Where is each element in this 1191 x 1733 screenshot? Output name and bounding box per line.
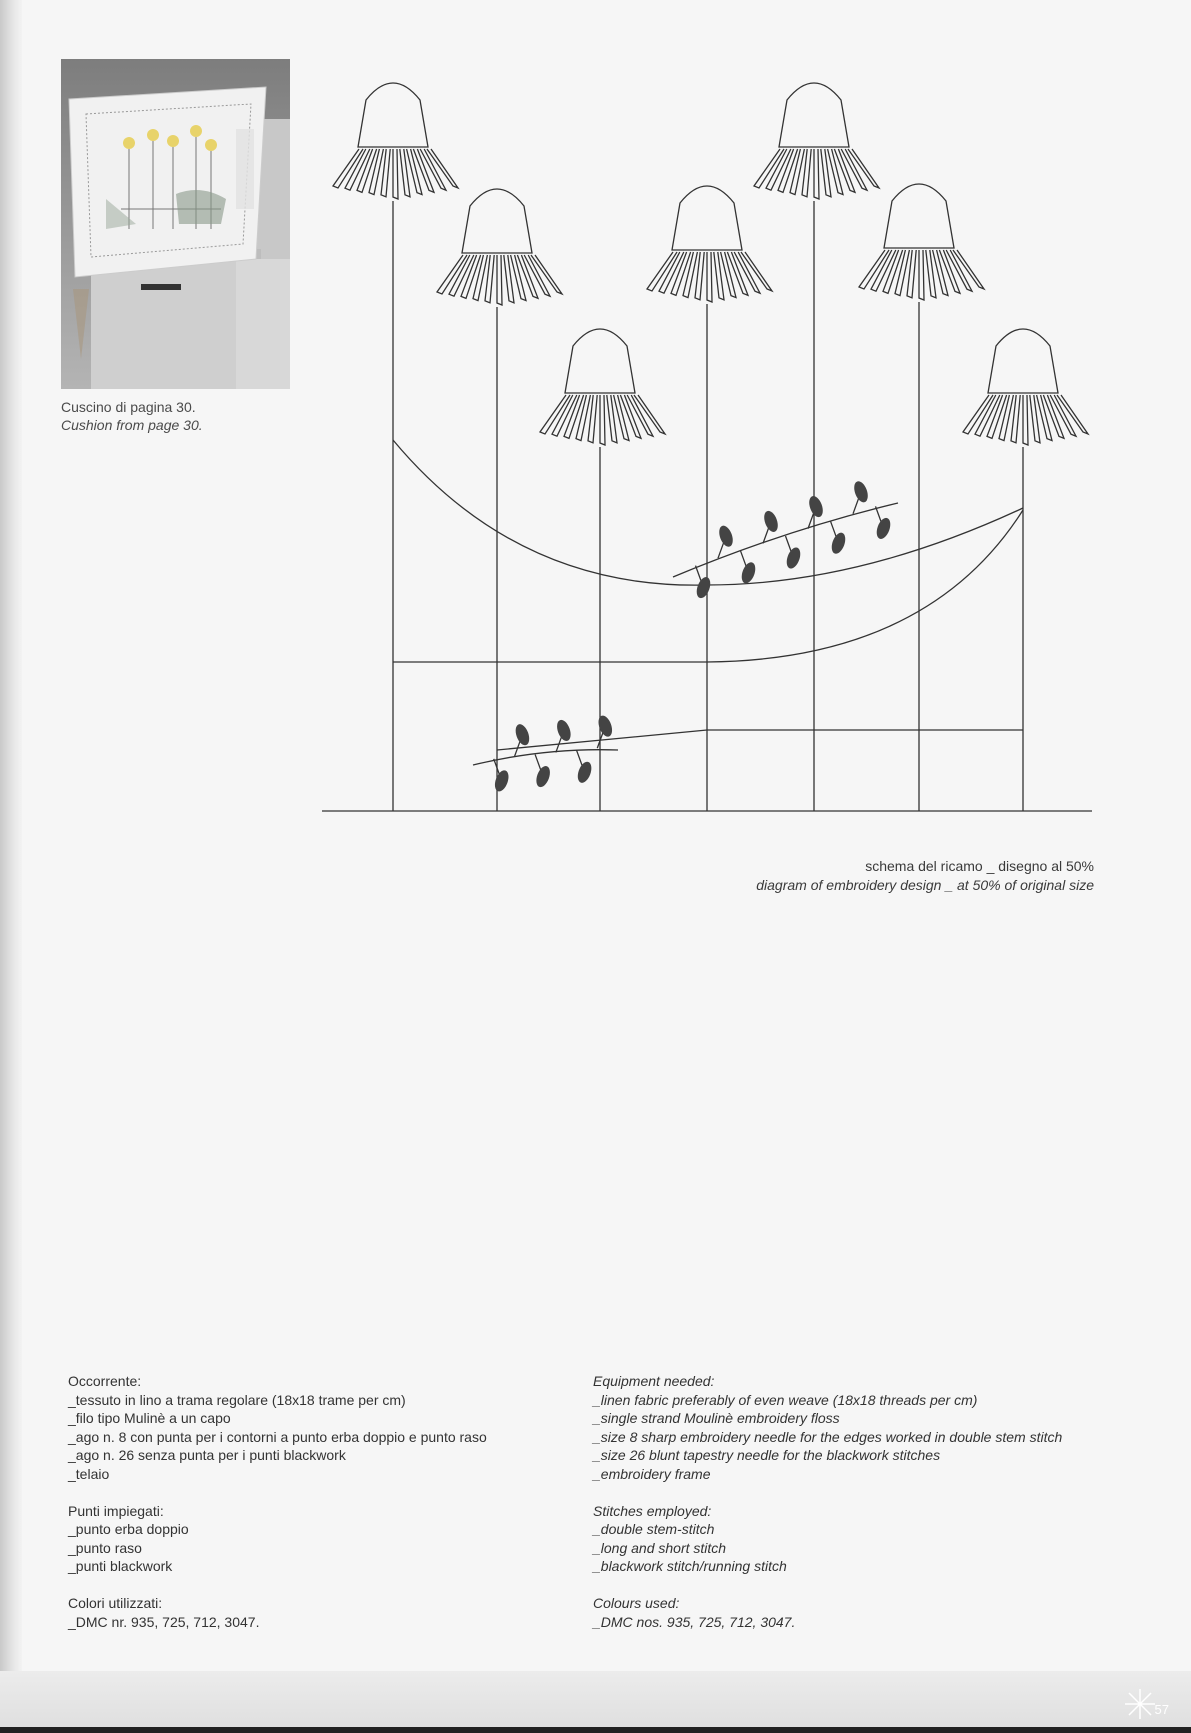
leaf bbox=[874, 516, 893, 541]
diagram-caption-en: diagram of embroidery design _ at 50% of original size bbox=[756, 877, 1094, 893]
colours-block-en bbox=[593, 1594, 1113, 1631]
leaf bbox=[807, 494, 826, 519]
leaf bbox=[852, 479, 871, 504]
diagram-caption-it: schema del ricamo _ disegno al 50% bbox=[865, 858, 1094, 874]
photo-caption bbox=[61, 398, 203, 434]
petal bbox=[531, 255, 562, 294]
petal bbox=[497, 255, 502, 305]
leaf bbox=[762, 509, 781, 534]
embroidery-diagram bbox=[318, 70, 1098, 820]
colours-heading-en: Colours used: bbox=[593, 1595, 680, 1611]
leaf bbox=[554, 718, 573, 743]
flower-head bbox=[358, 83, 428, 147]
list-item: _linen fabric preferably of even weave (18x18 threads per cm) bbox=[593, 1391, 978, 1408]
flower-head bbox=[565, 329, 635, 393]
petal bbox=[1023, 395, 1028, 445]
star-icon bbox=[1123, 1687, 1157, 1721]
list-item: _single strand Moulinè embroidery floss bbox=[593, 1410, 840, 1426]
petal bbox=[600, 395, 605, 445]
colours-heading-it: Colori utilizzati: bbox=[68, 1595, 163, 1611]
petal bbox=[919, 250, 924, 300]
list-item: _DMC nos. 935, 725, 712, 3047. bbox=[593, 1613, 796, 1630]
leaf bbox=[784, 546, 803, 571]
flower-head bbox=[988, 329, 1058, 393]
list-item: _punto erba doppio bbox=[68, 1521, 189, 1537]
flower-head bbox=[672, 186, 742, 250]
list-item: _ago n. 8 con punta per i contorni a punto erba doppio e punto raso bbox=[68, 1428, 487, 1445]
petal bbox=[427, 149, 458, 188]
list-item: _embroidery frame bbox=[593, 1465, 711, 1482]
list-item: _double stem-stitch bbox=[593, 1521, 715, 1537]
stitches-list-it bbox=[68, 1520, 568, 1576]
petal bbox=[659, 252, 684, 293]
list-item: _tessuto in lino a trama regolare (18x18 trame per cm) bbox=[68, 1391, 406, 1408]
leaf bbox=[596, 714, 615, 739]
list-item: _punto raso bbox=[68, 1539, 142, 1556]
leaf bbox=[513, 722, 532, 747]
diagram-caption bbox=[756, 857, 1094, 895]
bottom-strip bbox=[0, 1727, 1191, 1733]
colours-list-en bbox=[593, 1613, 1113, 1632]
stitches-block-en bbox=[593, 1502, 1113, 1576]
leaf bbox=[739, 560, 758, 585]
page-number: 57 bbox=[1154, 1702, 1169, 1717]
equipment-list-it bbox=[68, 1391, 568, 1484]
curve-line bbox=[393, 440, 707, 585]
flower-head bbox=[462, 189, 532, 253]
colours-list-it bbox=[68, 1613, 568, 1632]
petal bbox=[1057, 395, 1088, 434]
list-item: _ago n. 26 senza punta per i punti blackwork bbox=[68, 1447, 346, 1463]
list-item: _filo tipo Mulinè a un capo bbox=[68, 1410, 231, 1426]
page-gutter bbox=[0, 0, 22, 1733]
english-instructions bbox=[593, 1372, 1113, 1650]
curve-line bbox=[497, 730, 1023, 750]
stitches-heading-it: Punti impiegati: bbox=[68, 1502, 164, 1519]
list-item: _size 26 blunt tapestry needle for the blackwork stitches bbox=[593, 1447, 941, 1463]
petal bbox=[552, 395, 577, 436]
petal bbox=[741, 252, 772, 291]
equipment-block-it bbox=[68, 1372, 568, 1483]
petal bbox=[975, 395, 1000, 436]
list-item: _DMC nr. 935, 725, 712, 3047. bbox=[68, 1613, 260, 1630]
list-item: _punti blackwork bbox=[68, 1558, 173, 1574]
stitches-block-it bbox=[68, 1502, 568, 1576]
list-item: _size 8 sharp embroidery needle for the edges worked in double stem stitch bbox=[593, 1428, 1063, 1445]
stitches-list-en bbox=[593, 1520, 1113, 1576]
equipment-block-en bbox=[593, 1372, 1113, 1483]
petal bbox=[953, 250, 984, 289]
petal bbox=[766, 149, 791, 190]
leaf bbox=[829, 531, 848, 556]
italian-instructions bbox=[68, 1372, 568, 1650]
leaf bbox=[694, 575, 713, 600]
photo-caption-en: Cushion from page 30. bbox=[61, 417, 203, 433]
cushion-photo-image bbox=[61, 59, 290, 389]
petal bbox=[393, 149, 398, 199]
petal bbox=[814, 149, 819, 199]
equipment-list-en bbox=[593, 1391, 1113, 1484]
flower-head bbox=[779, 83, 849, 147]
leaf bbox=[492, 768, 511, 793]
list-item: _telaio bbox=[68, 1465, 110, 1482]
petal bbox=[345, 149, 370, 190]
equipment-heading-en: Equipment needed: bbox=[593, 1373, 715, 1389]
leaf bbox=[534, 764, 553, 789]
leaf bbox=[575, 760, 594, 785]
stitches-heading-en: Stitches employed: bbox=[593, 1502, 712, 1519]
petal bbox=[449, 255, 474, 296]
petal bbox=[871, 250, 896, 291]
petal bbox=[848, 149, 879, 188]
petal bbox=[634, 395, 665, 434]
colours-block-it bbox=[68, 1594, 568, 1631]
petal bbox=[707, 252, 712, 302]
equipment-heading-it: Occorrente: bbox=[68, 1373, 142, 1389]
bottom-band bbox=[0, 1671, 1191, 1733]
photo-caption-it: Cuscino di pagina 30. bbox=[61, 399, 196, 415]
list-item: _long and short stitch bbox=[593, 1539, 727, 1556]
cushion-photo bbox=[61, 59, 290, 389]
flower-head bbox=[884, 184, 954, 248]
leaf bbox=[717, 524, 736, 549]
list-item: _blackwork stitch/running stitch bbox=[593, 1558, 787, 1574]
